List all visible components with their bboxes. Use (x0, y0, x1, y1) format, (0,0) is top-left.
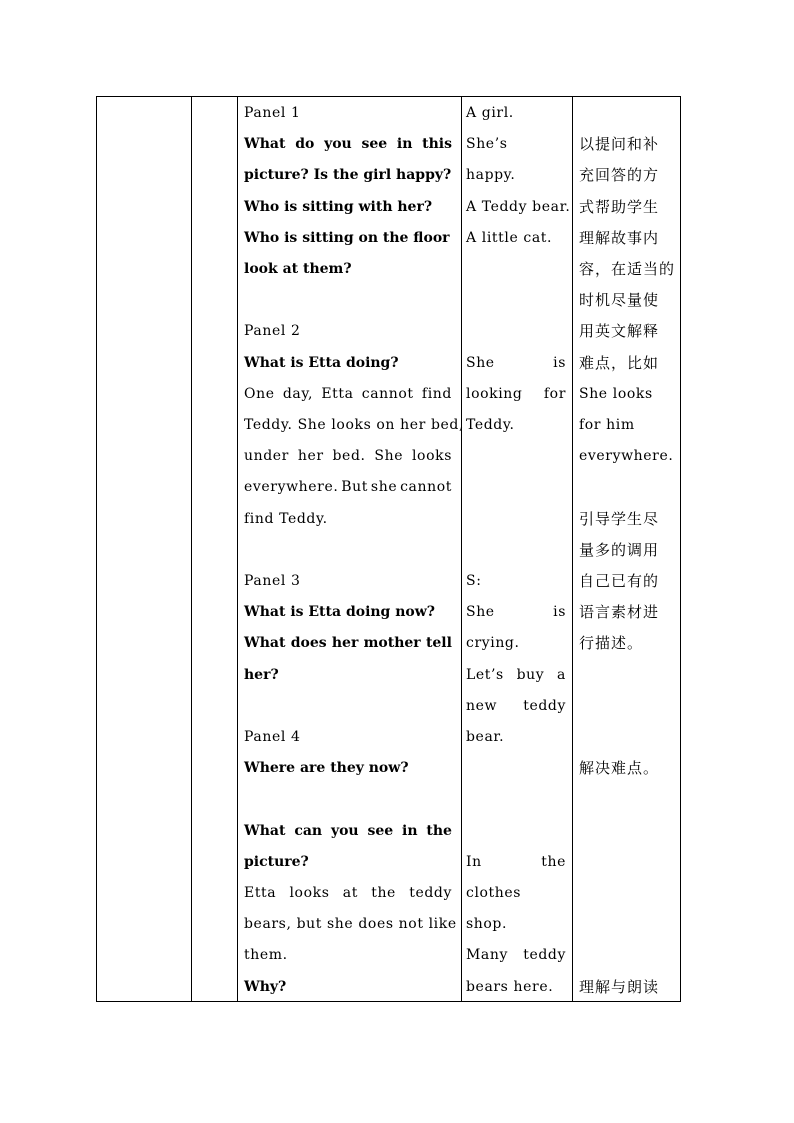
word: can (294, 822, 323, 839)
question-line: Where are they now? (244, 760, 409, 777)
word: is (553, 354, 566, 371)
word: What (244, 635, 286, 652)
question-line: Panel 1 (244, 105, 301, 121)
answer-line: A Teddy bear. (466, 198, 571, 215)
question-line: look at them? (244, 261, 352, 277)
note-line: 容，在适当的 (579, 260, 676, 278)
word: under (244, 448, 289, 465)
word: What (244, 136, 286, 153)
question-line (244, 135, 452, 153)
word: Etta (321, 385, 354, 402)
word: teddy (409, 885, 452, 901)
note-line: 引导学生尽 (579, 509, 660, 528)
word: But (341, 479, 369, 496)
word: buy (516, 666, 545, 683)
word: for (543, 385, 566, 402)
note-line: 解决难点。 (579, 759, 660, 778)
answer-line: A little cat. (466, 229, 553, 246)
note-line: 行描述。 (579, 634, 644, 653)
question-line: What is Etta doing now? (244, 604, 435, 621)
note-line: everywhere. (579, 448, 674, 465)
question-line: Who is sitting with her? (244, 198, 433, 215)
column-divider (572, 97, 573, 1001)
note-line: 量多的调用 (579, 540, 660, 559)
word: you (330, 822, 359, 839)
answer-line: crying. (466, 635, 520, 652)
answer-line (466, 385, 566, 403)
word: the (541, 853, 566, 870)
answer-line: S: (466, 573, 482, 589)
word: see (361, 136, 388, 153)
question-line: Why? (244, 978, 287, 995)
word: in (402, 822, 418, 839)
note-line: 式帮助学生 (579, 197, 660, 216)
word: teddy (523, 947, 566, 964)
answer-line (466, 603, 566, 621)
answer-line (466, 666, 566, 684)
answer-line: bears here. (466, 978, 554, 995)
word: everywhere. (244, 479, 339, 496)
note-line: 难点，比如 (579, 353, 660, 372)
word: see (367, 822, 394, 839)
question-line: find Teddy. (244, 510, 328, 527)
word: do (295, 136, 315, 153)
question-line (244, 634, 452, 652)
question-line: Teddy. She looks on her bed, (244, 417, 465, 433)
word: Many (466, 947, 509, 964)
question-line: picture? (244, 853, 309, 870)
answer-line: She’s (466, 136, 508, 153)
word: looking (466, 385, 523, 402)
question-line: her? (244, 666, 279, 683)
question-line (244, 447, 452, 465)
word: She (374, 448, 404, 465)
word: teddy (523, 697, 566, 714)
answer-line: Teddy. (466, 417, 515, 433)
word: looks (411, 448, 452, 465)
word: she (370, 479, 398, 496)
note-line: 用英文解释 (579, 322, 660, 341)
note-line: 语言素材进 (579, 603, 660, 622)
word: a (557, 666, 566, 683)
word: What (244, 822, 286, 839)
note-line: 理解与朗读 (579, 977, 660, 996)
question-line (244, 478, 452, 496)
column-divider (191, 97, 192, 1001)
question-line (244, 385, 452, 403)
word: her (331, 635, 359, 652)
answer-line: clothes (466, 885, 522, 901)
question-line: Panel 2 (244, 323, 301, 340)
word: find (421, 385, 452, 402)
answer-line (466, 354, 566, 372)
word: the (426, 822, 452, 839)
answer-line: happy. (466, 167, 516, 184)
question-line: picture? Is the girl happy? (244, 167, 452, 184)
note-line: 自己已有的 (579, 572, 660, 590)
column-divider (461, 97, 462, 1001)
word: this (422, 136, 452, 153)
word: you (324, 136, 352, 153)
question-line: bears, but she does not like (244, 916, 457, 933)
lesson-table (96, 96, 681, 1002)
word: She (466, 604, 495, 621)
question-line: them. (244, 947, 288, 964)
word: cannot (400, 479, 452, 496)
word: in (396, 136, 413, 153)
answer-line (466, 697, 566, 715)
word: bed. (332, 448, 366, 465)
answer-line (466, 853, 566, 871)
word: looks (289, 885, 330, 901)
question-line: Panel 3 (244, 573, 301, 589)
word: tell (425, 635, 452, 652)
answer-line (466, 946, 566, 964)
word: her (297, 448, 324, 465)
note-line: 充回答的方 (579, 166, 660, 185)
word: cannot (361, 385, 414, 402)
word: Etta (244, 885, 277, 901)
question-line: Panel 4 (244, 729, 301, 745)
answer-line: shop. (466, 916, 508, 933)
answer-line: A girl. (466, 105, 514, 121)
word: new (466, 697, 498, 714)
note-line: She looks (579, 385, 653, 402)
note-line: 理解故事内 (579, 228, 660, 247)
word: day, (282, 385, 314, 402)
question-line (244, 822, 452, 840)
answer-line: bear. (466, 729, 505, 745)
note-line: 时机尽量使 (579, 291, 660, 310)
column-divider (237, 97, 238, 1001)
word: Let’s (466, 666, 504, 683)
question-line: Who is sitting on the floor (244, 229, 450, 246)
word: is (553, 604, 566, 621)
word: One (244, 385, 275, 402)
question-line (244, 884, 452, 902)
word: She (466, 354, 495, 371)
word: the (371, 885, 396, 901)
word: mother (363, 635, 421, 652)
note-line: for him (579, 417, 635, 433)
word: at (342, 885, 358, 901)
note-line: 以提问和补 (579, 135, 660, 154)
question-line: What is Etta doing? (244, 354, 399, 371)
word: does (290, 635, 327, 652)
word: In (466, 853, 482, 870)
